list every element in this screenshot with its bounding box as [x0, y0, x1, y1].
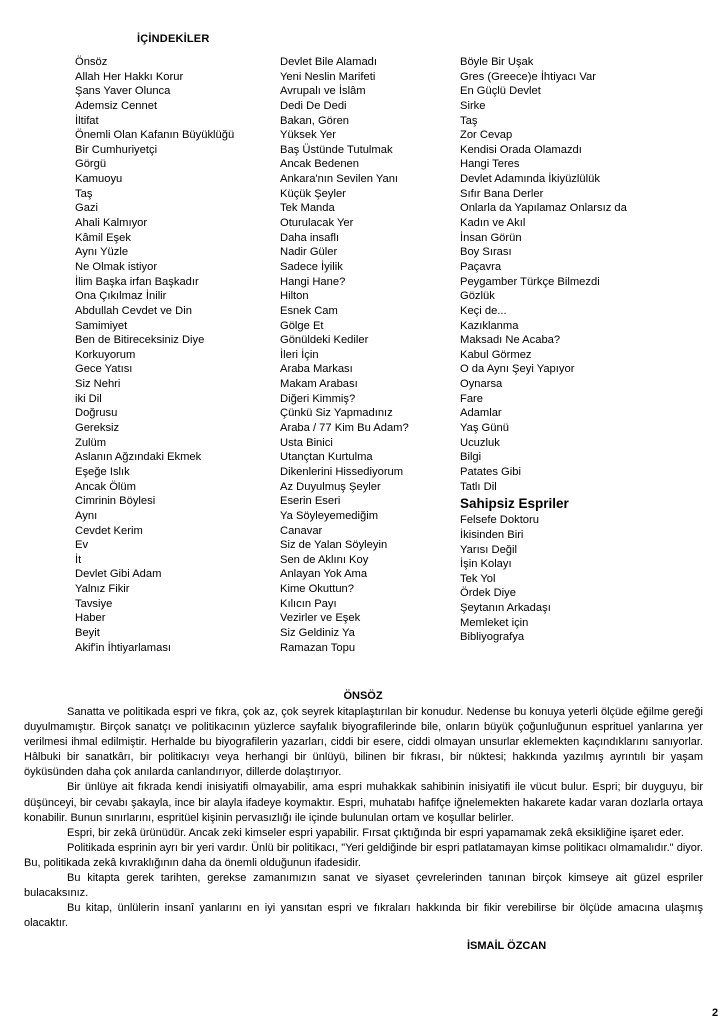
toc-entry: Gazi — [75, 202, 99, 215]
toc-entry: Küçük Şeyler — [280, 187, 346, 200]
toc-entry: Siz de Yalan Söyleyin — [280, 539, 388, 552]
toc-entry: İlim Başka irfan Başkadır — [75, 275, 199, 288]
toc-entry: Tek Manda — [280, 202, 335, 215]
toc-entry: Ördek Diye — [460, 587, 516, 600]
toc-entry: Allah Her Hakkı Korur — [75, 70, 184, 83]
toc-entry: İnsan Görün — [460, 231, 522, 244]
toc-entry: Baş Üstünde Tutulmak — [280, 143, 393, 156]
toc-entry: Sıfır Bana Derler — [460, 187, 544, 200]
toc-column-2 — [280, 55, 409, 655]
toc-entry: Zulüm — [75, 436, 107, 449]
toc-entry: Daha insaflı — [280, 231, 340, 244]
toc-entry: Kılıcın Payı — [280, 597, 337, 610]
toc-entry: Hangi Teres — [460, 158, 520, 171]
preface-paragraph: Bu kitapta gerek tarihten, gerekse zamanımızın sanat ve siyaset çevrelerinden tanınan birçok kimseye ait güzel espriler bulacaksınız. — [24, 872, 703, 900]
toc-entry: Kâmil Eşek — [75, 231, 131, 244]
toc-entry: Tatlı Dil — [460, 480, 497, 493]
toc-entry: Bilgi — [460, 451, 482, 464]
toc-entry: Ancak Bedenen — [280, 158, 359, 171]
toc-entry: Peygamber Türkçe Bilmezdi — [460, 275, 600, 288]
toc-entry: Ahali Kalmıyor — [75, 217, 148, 230]
toc-entry: Cimrinin Böylesi — [75, 495, 156, 508]
toc-entry: Yüksek Yer — [280, 129, 336, 142]
toc-entry: Ankara'nın Sevilen Yanı — [280, 173, 399, 186]
toc-entry: Sen de Aklını Koy — [280, 553, 369, 566]
toc-section-heading: Sahipsiz Espriler — [460, 496, 569, 512]
toc-entry: Kabul Görmez — [460, 348, 532, 361]
toc-entry: Görgü — [75, 158, 107, 171]
toc-entry: Siz Geldiniz Ya — [280, 626, 355, 639]
toc-entry: Kadın ve Akıl — [460, 217, 526, 230]
toc-entry: Fare — [460, 392, 484, 405]
preface-body — [24, 705, 703, 931]
toc-entry: Doğrusu — [75, 407, 118, 420]
toc-entry: Ya Söyleyemediğim — [280, 509, 379, 522]
toc-entry: Devlet Gibi Adam — [75, 568, 162, 581]
toc-entry: Hilton — [280, 290, 309, 303]
toc-entry: Kamuoyu — [75, 173, 123, 186]
toc-entry: Ucuzluk — [460, 436, 500, 449]
preface-paragraph: Politikada esprinin ayrı bir yeri vardır. Ünlü bir politikacı, "Yeri geldiğinde bir espri patlatamayan kimse politikacı olmamalıdır." diyor. Bu, politikada zekâ kıvraklığının daha da önemli olduğunun ifadesidir. — [24, 841, 703, 869]
toc-entry: Devlet Bile Alamadı — [280, 56, 378, 68]
toc-entry: Dikenlerini Hissediyorum — [280, 465, 404, 478]
toc-entry: Boy Sırası — [460, 246, 512, 259]
toc-entry: Ramazan Topu — [280, 641, 356, 654]
toc-entry: İt — [75, 553, 82, 566]
toc-entry: Tek Yol — [460, 572, 496, 585]
preface-title: ÖNSÖZ — [343, 690, 383, 702]
toc-entry: Felsefe Doktoru — [460, 514, 539, 527]
toc-entry: Araba Markası — [280, 363, 353, 376]
toc-entry: Gereksiz — [75, 422, 120, 435]
toc-entry: Memleket için — [460, 616, 529, 629]
toc-entry: İleri İçin — [280, 348, 319, 361]
toc-entry: Kime Okuttun? — [280, 583, 354, 596]
toc-entry: Ancak Ölüm — [75, 480, 136, 493]
toc-entry: Avrupalı ve İslâm — [280, 85, 366, 98]
toc-entry: Beyit — [75, 626, 100, 639]
toc-entry: Ne Olmak istiyor — [75, 260, 158, 273]
toc-entry: İşin Kolayı — [460, 558, 512, 571]
toc-entry: Oturulacak Yer — [280, 217, 354, 230]
toc-entry: Hangi Hane? — [280, 275, 346, 288]
toc-entry: Kendisi Orada Olamazdı — [460, 143, 582, 156]
page-number: 2 — [712, 1007, 719, 1019]
preface-paragraph: Bu kitap, ünlülerin insanî yanlarını en iyi yansıtan espri ve fıkraları hakkında bir fikir verebilirse bir ölçüde amacına ulaşmış olacaktır. — [24, 902, 703, 930]
toc-entry: Yalnız Fikir — [75, 583, 130, 596]
toc-entry: Gres (Greece)e İhtiyacı Var — [460, 70, 596, 83]
toc-entry: Bakan, Gören — [280, 114, 350, 127]
toc-entry: Şans Yaver Olunca — [75, 85, 171, 98]
toc-entry: Taş — [75, 187, 93, 200]
toc-entry: İkisinden Biri — [460, 528, 524, 541]
toc-entry: Taş — [460, 114, 478, 127]
toc-entry: Patates Gibi — [460, 465, 521, 478]
toc-entry: Oynarsa — [460, 378, 503, 391]
toc-entry: Utançtan Kurtulma — [280, 451, 373, 464]
toc-entry: Nadir Güler — [280, 246, 338, 259]
toc-entry: En Güçlü Devlet — [460, 85, 541, 98]
toc-entry: Bibliyografya — [460, 631, 525, 644]
toc-entry: Çünkü Siz Yapmadınız — [280, 407, 393, 420]
toc-entry: Gece Yatısı — [75, 363, 133, 376]
toc-entry: Önsöz — [75, 56, 108, 68]
toc-entry: Diğeri Kimmiş? — [280, 392, 356, 405]
toc-entry: Gölge Et — [280, 319, 324, 332]
toc-entry: Vezirler ve Eşek — [280, 612, 361, 625]
toc-entry: Sirke — [460, 99, 486, 112]
toc-entry: Anlayan Yok Ama — [280, 568, 368, 581]
toc-entry: Makam Arabası — [280, 378, 358, 391]
toc-entry: Kazıklanma — [460, 319, 519, 332]
toc-title: İÇİNDEKİLER — [137, 33, 210, 45]
toc-entry: Onlarla da Yapılamaz Onlarsız da — [460, 202, 627, 215]
toc-entry: Aslanın Ağzındaki Ekmek — [75, 451, 202, 464]
toc-entry: Maksadı Ne Acaba? — [460, 334, 561, 347]
toc-entry: Devlet Adamında İkiyüzlülük — [460, 173, 600, 186]
toc-column-1 — [75, 55, 234, 655]
toc-entry: O da Aynı Şeyi Yapıyor — [460, 363, 575, 376]
toc-entry: Az Duyulmuş Şeyler — [280, 480, 381, 493]
toc-column-3 — [460, 55, 627, 645]
toc-entry: Adamlar — [460, 407, 502, 420]
toc-entry: Dedi De Dedi — [280, 99, 347, 112]
toc-entry: Korkuyorum — [75, 348, 136, 361]
toc-entry: Aynı Yüzle — [75, 246, 129, 259]
toc-entry: Gözlük — [460, 290, 495, 303]
toc-entry: Siz Nehri — [75, 378, 121, 391]
toc-entry: Akif'in İhtiyarlaması — [75, 641, 172, 654]
toc-entry: Bir Cumhuriyetçi — [75, 143, 158, 156]
toc-entry: Ona Çıkılmaz İnilir — [75, 290, 167, 303]
toc-entry: iki Dil — [75, 392, 102, 405]
toc-entry: Eşeğe Islık — [75, 465, 130, 478]
toc-entry: Yaş Günü — [460, 422, 509, 435]
toc-entry: Samimiyet — [75, 319, 128, 332]
toc-entry: Cevdet Kerim — [75, 524, 143, 537]
toc-entry: Gönüldeki Kediler — [280, 334, 369, 347]
preface-paragraph: Sanatta ve politikada espri ve fıkra, çok az, çok seyrek kitaplaştırılan bir konudur. Nedense bu konuya yeterli ölçüde eğilme gereği duyulmamıştır. Birçok sanatçı ve politikacının yüzlerce sayfalık biyografilerinde bile, onların büyük çoğunluğunun esprituel yanlarına yer verilmesi ihmal edilmiştir. Herhalde bu biyografilerin yazarları, ciddi bir esere, ciddi olmayan unsurlar eklemekten kaçındıklarını sanıyorlar. Hâlbuki bir sanatkârı, bir politikacıyı veya herhangi bir ünlüyü, bilinen bir fıkrası, bir nüktesi; hakkında yazılmış ayrıntılı bir yaşam öyküsünden daha çok anılarda canlandırıyor, dillerde dolaştırıyor. — [24, 706, 703, 779]
toc-entry: Canavar — [280, 524, 323, 537]
toc-entry: Yeni Neslin Marifeti — [280, 70, 376, 83]
toc-entry: Şeytanın Arkadaşı — [460, 602, 551, 615]
preface-paragraph: Espri, bir zekâ ürünüdür. Ancak zeki kimseler espri yapabilir. Fırsat çıktığında bir espri yapamamak zekâ eksikliğine işaret eder. — [67, 826, 684, 839]
preface-paragraph: Bir ünlüye ait fıkrada kendi inisiyatifi olmayabilir, ama espri muhakkak sahibinin inisiyatifi ile vücut bulur. Espri; bir duyguyu, bir düşünceyi, bir cevabı şakayla, ince bir alayla ifadeye koymaktır. Espri, muhatabı hafifçe iğnelemekten hakarete kadar varan dozlarla ortaya konabilir. Bunun sınırlarını, espritüel kişinin pervasızlığı ile içinde bulunulan ortam ve koşullar belirler. — [24, 781, 703, 824]
toc-entry: Ev — [75, 539, 89, 552]
toc-entry: Ben de Bitireceksiniz Diye — [75, 334, 205, 347]
toc-entry: Eserin Eseri — [280, 495, 341, 508]
toc-entry: Böyle Bir Uşak — [460, 56, 534, 68]
toc-entry: Keçi de... — [460, 304, 507, 317]
toc-entry: Haber — [75, 612, 106, 625]
toc-entry: Paçavra — [460, 260, 502, 273]
toc-entry: İltifat — [75, 114, 99, 127]
toc-entry: Ademsiz Cennet — [75, 99, 158, 112]
toc-entry: Sadece İyilik — [280, 260, 343, 273]
toc-entry: Usta Binici — [280, 436, 333, 449]
toc-entry: Esnek Cam — [280, 304, 338, 317]
toc-entry: Önemli Olan Kafanın Büyüklüğü — [75, 129, 235, 142]
preface-author: İSMAİL ÖZCAN — [467, 940, 547, 952]
toc-entry: Abdullah Cevdet ve Din — [75, 304, 192, 317]
toc-entry: Aynı — [75, 509, 98, 522]
toc-entry: Araba / 77 Kim Bu Adam? — [280, 422, 409, 435]
toc-entry: Yarısı Değil — [460, 543, 517, 556]
toc-entry: Tavsiye — [75, 597, 113, 610]
toc-entry: Zor Cevap — [460, 129, 513, 142]
